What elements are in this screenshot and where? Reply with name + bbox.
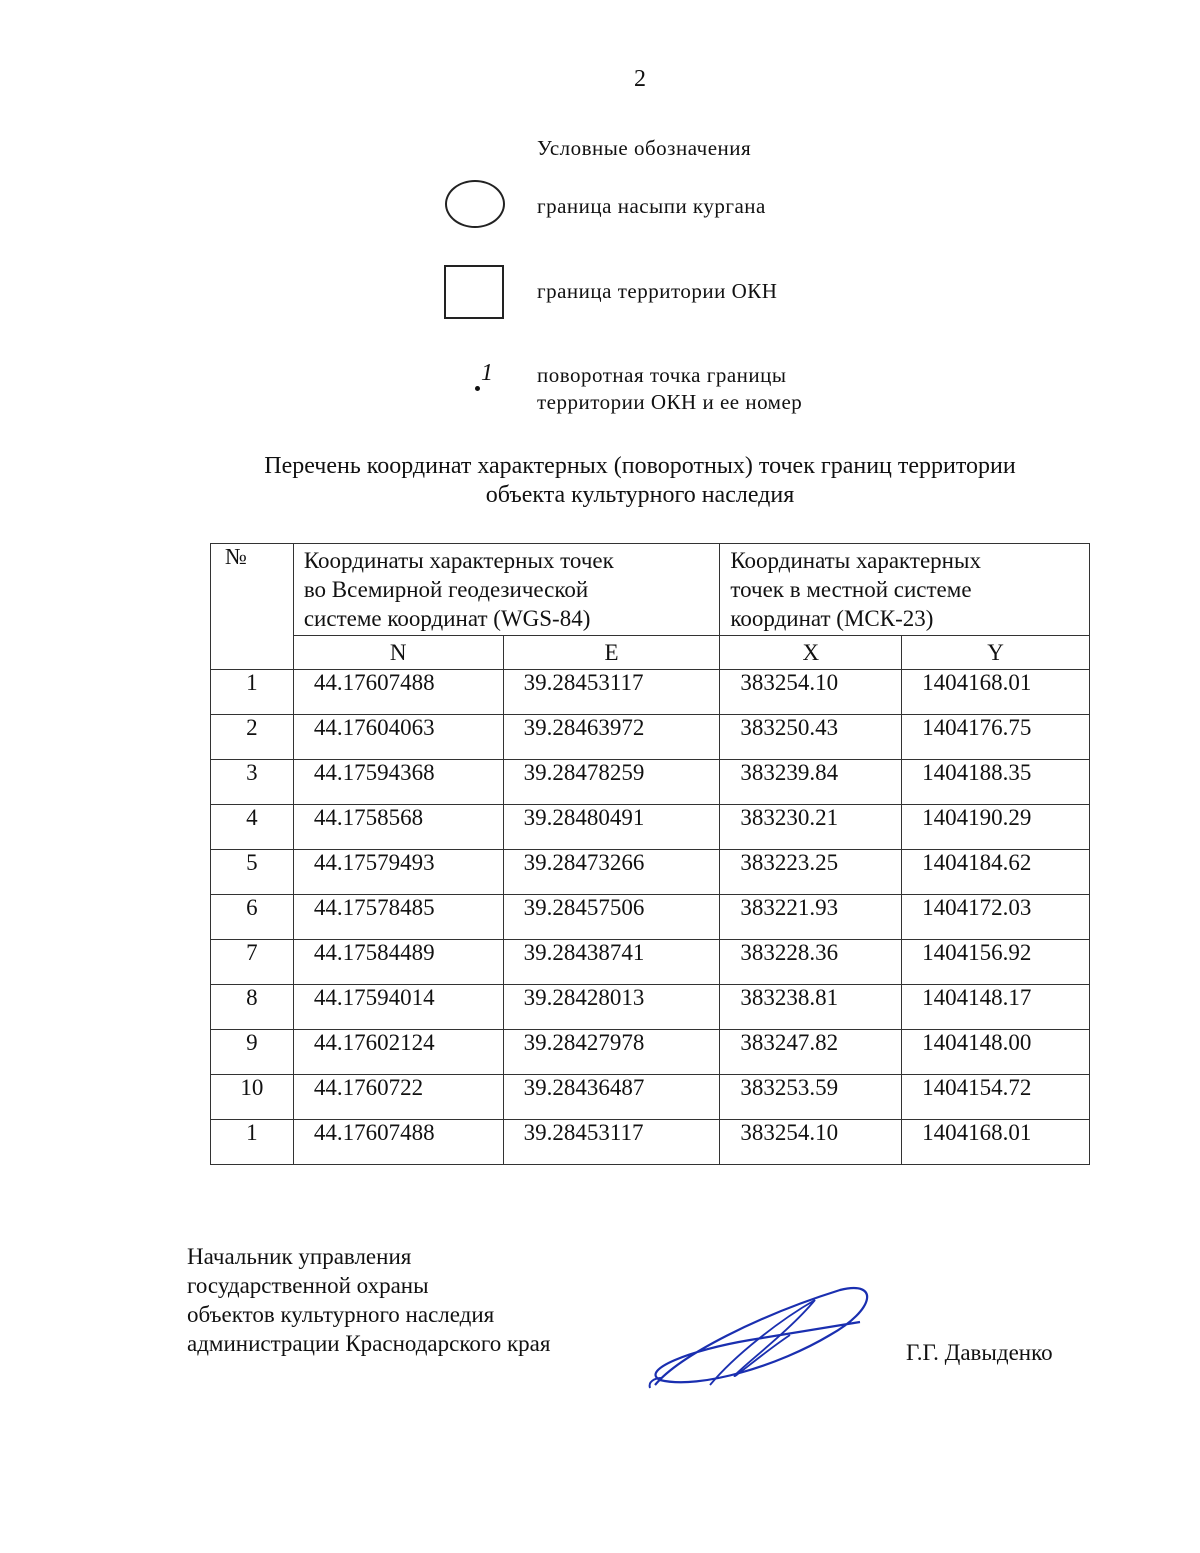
table-row bbox=[211, 760, 1090, 805]
cell-e: 39.28457506 bbox=[503, 895, 720, 940]
cell-x: 383247.82 bbox=[720, 1030, 902, 1075]
cell-x: 383221.93 bbox=[720, 895, 902, 940]
signatory-position-line3: объектов культурного наследия bbox=[187, 1302, 495, 1327]
row-number: 5 bbox=[211, 850, 294, 895]
cell-y: 1404188.35 bbox=[902, 760, 1090, 805]
cell-n: 44.17607488 bbox=[293, 1120, 503, 1165]
row-number: 7 bbox=[211, 940, 294, 985]
row-number: 10 bbox=[211, 1075, 294, 1120]
cell-n: 44.1758568 bbox=[293, 805, 503, 850]
cell-e: 39.28480491 bbox=[503, 805, 720, 850]
signer-name: Г.Г. Давыденко bbox=[906, 1340, 1053, 1365]
table-row bbox=[211, 805, 1090, 850]
cell-x: 383223.25 bbox=[720, 850, 902, 895]
legend-label-territory: граница территории ОКН bbox=[537, 279, 778, 303]
cell-n: 44.17594014 bbox=[293, 985, 503, 1030]
cell-e: 39.28436487 bbox=[503, 1075, 720, 1120]
cell-n: 44.17584489 bbox=[293, 940, 503, 985]
cell-e: 39.28453117 bbox=[503, 1120, 720, 1165]
table-row bbox=[211, 940, 1090, 985]
cell-y: 1404156.92 bbox=[902, 940, 1090, 985]
cell-x: 383228.36 bbox=[720, 940, 902, 985]
cell-y: 1404168.01 bbox=[902, 1120, 1090, 1165]
signature-block bbox=[187, 1242, 550, 1358]
cell-n: 44.1760722 bbox=[293, 1075, 503, 1120]
page-number: 2 bbox=[634, 66, 646, 92]
cell-y: 1404148.17 bbox=[902, 985, 1090, 1030]
signatory-position-line2: государственной охраны bbox=[187, 1273, 429, 1298]
table-row bbox=[211, 850, 1090, 895]
header-wgs84-line1: Координаты характерных точек bbox=[303, 548, 614, 573]
header-msk23-line3: координат (МСК-23) bbox=[730, 606, 934, 631]
cell-x: 383254.10 bbox=[720, 1120, 902, 1165]
cell-e: 39.28463972 bbox=[503, 715, 720, 760]
row-number: 3 bbox=[211, 760, 294, 805]
coordinates-table bbox=[210, 543, 1090, 1165]
cell-e: 39.28427978 bbox=[503, 1030, 720, 1075]
cell-n: 44.17604063 bbox=[293, 715, 503, 760]
cell-x: 383250.43 bbox=[720, 715, 902, 760]
legend-label-mound: граница насыпи кургана bbox=[537, 194, 766, 218]
list-title bbox=[190, 452, 1090, 510]
list-title-line2: объекта культурного наследия bbox=[485, 482, 795, 508]
cell-n: 44.17607488 bbox=[293, 670, 503, 715]
row-number: 2 bbox=[211, 715, 294, 760]
header-msk23-line2: точек в местной системе bbox=[730, 577, 972, 602]
signatory-position-line1: Начальник управления bbox=[187, 1244, 412, 1269]
territory-boundary-square-icon bbox=[444, 265, 504, 319]
row-number: 1 bbox=[211, 670, 294, 715]
cell-n: 44.17602124 bbox=[293, 1030, 503, 1075]
handwritten-signature bbox=[640, 1260, 900, 1440]
header-e: E bbox=[503, 636, 720, 670]
table-row bbox=[211, 715, 1090, 760]
legend-label-point-line1: поворотная точка границы bbox=[537, 363, 787, 387]
header-msk23-line1: Координаты характерных bbox=[730, 548, 981, 573]
cell-y: 1404168.01 bbox=[902, 670, 1090, 715]
table-row bbox=[211, 985, 1090, 1030]
mound-boundary-circle-icon bbox=[445, 180, 505, 228]
cell-y: 1404148.00 bbox=[902, 1030, 1090, 1075]
turning-point-icon bbox=[443, 360, 493, 402]
header-wgs84 bbox=[293, 544, 720, 636]
cell-x: 383239.84 bbox=[720, 760, 902, 805]
table-row bbox=[211, 1120, 1090, 1165]
cell-e: 39.28438741 bbox=[503, 940, 720, 985]
row-number: 4 bbox=[211, 805, 294, 850]
header-wgs84-line3: системе координат (WGS-84) bbox=[303, 606, 591, 631]
table-row bbox=[211, 1075, 1090, 1120]
header-number: № bbox=[211, 544, 294, 670]
cell-x: 383238.81 bbox=[720, 985, 902, 1030]
header-y: Y bbox=[902, 636, 1090, 670]
signatory-position-line4: администрации Краснодарского края bbox=[187, 1331, 551, 1356]
table-row bbox=[211, 670, 1090, 715]
turning-point-number: 1 bbox=[481, 360, 493, 386]
cell-e: 39.28478259 bbox=[503, 760, 720, 805]
turning-point-dot bbox=[475, 386, 480, 391]
cell-n: 44.17578485 bbox=[293, 895, 503, 940]
cell-x: 383253.59 bbox=[720, 1075, 902, 1120]
header-msk23 bbox=[720, 544, 1090, 636]
row-number: 6 bbox=[211, 895, 294, 940]
header-x: X bbox=[720, 636, 902, 670]
table-row bbox=[211, 895, 1090, 940]
cell-y: 1404184.62 bbox=[902, 850, 1090, 895]
cell-n: 44.17594368 bbox=[293, 760, 503, 805]
table-row bbox=[211, 1030, 1090, 1075]
cell-y: 1404176.75 bbox=[902, 715, 1090, 760]
cell-y: 1404190.29 bbox=[902, 805, 1090, 850]
cell-x: 383254.10 bbox=[720, 670, 902, 715]
header-wgs84-line2: во Всемирной геодезической bbox=[303, 577, 589, 602]
row-number: 1 bbox=[211, 1120, 294, 1165]
header-n: N bbox=[293, 636, 503, 670]
cell-e: 39.28473266 bbox=[503, 850, 720, 895]
row-number: 8 bbox=[211, 985, 294, 1030]
cell-y: 1404154.72 bbox=[902, 1075, 1090, 1120]
cell-x: 383230.21 bbox=[720, 805, 902, 850]
legend-label-point-line2: территории ОКН и ее номер bbox=[537, 390, 803, 414]
cell-e: 39.28428013 bbox=[503, 985, 720, 1030]
legend-title: Условные обозначения bbox=[537, 136, 752, 160]
cell-n: 44.17579493 bbox=[293, 850, 503, 895]
list-title-line1: Перечень координат характерных (поворотных) точек границ территории bbox=[264, 453, 1016, 479]
row-number: 9 bbox=[211, 1030, 294, 1075]
cell-e: 39.28453117 bbox=[503, 670, 720, 715]
cell-y: 1404172.03 bbox=[902, 895, 1090, 940]
